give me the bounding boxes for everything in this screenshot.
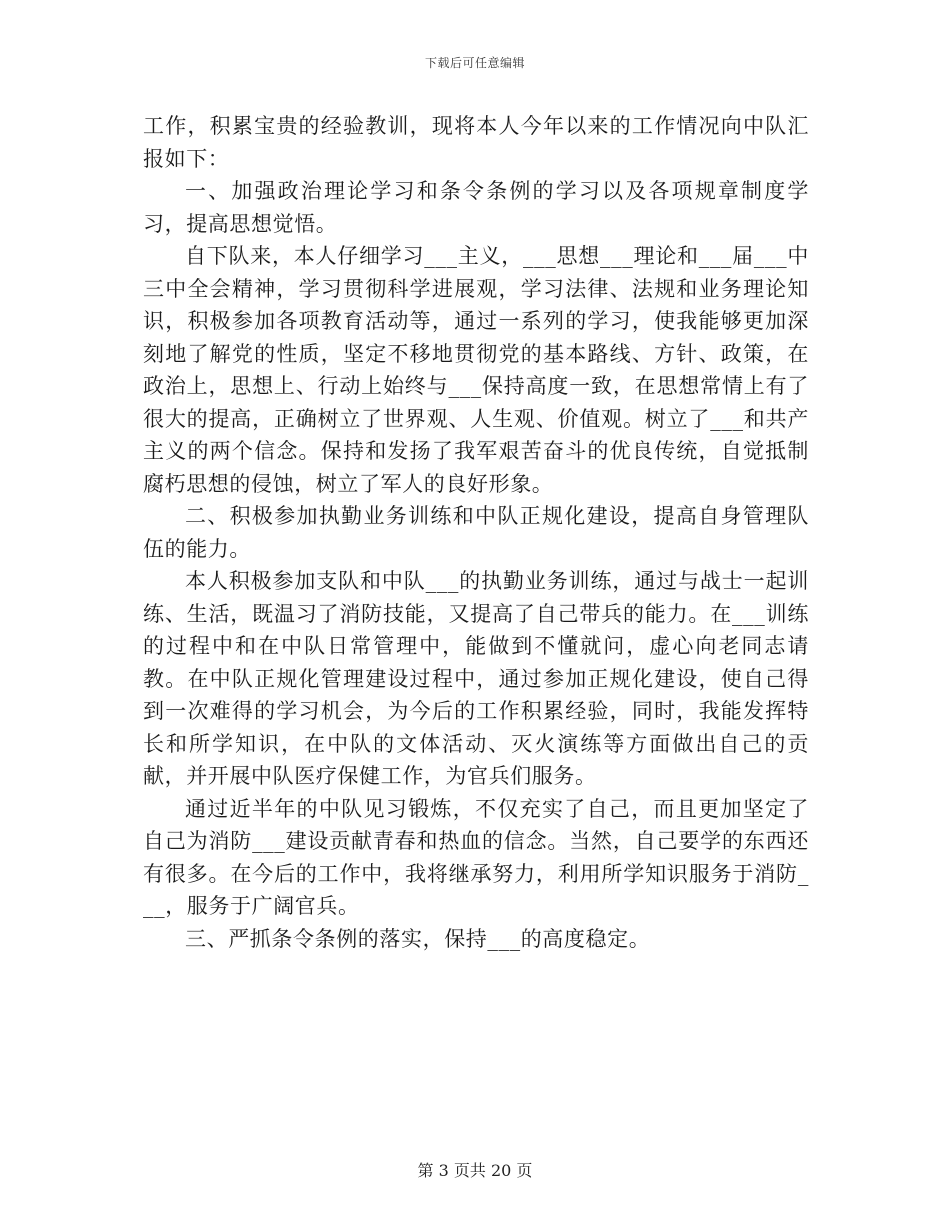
paragraph-3: 自下队来，本人仔细学习___主义，___思想___理论和___届___中三中全会精神，学习贯彻科学进展观，学习法律、法规和业务理论知识，积极参加各项教育活动等，通过一系列的学习，使我能够更加深刻地了解党的性质，坚定不移地贯彻党的基本路线、方针、政策，在政治上，思想上、行动上始终与___保持高度一致，在思想常情上有了很大的提高，正确树立了世界观、人生观、价值观。树立了___和共产主义的两个信念。保持和发扬了我军艰苦奋斗的优良传统，自觉抵制腐朽思想的侵蚀，树立了军人的良好形象。 — [143, 244, 809, 496]
paragraph-5: 本人积极参加支队和中队___的执勤业务训练，通过与战士一起训练、生活，既温习了消防技能，又提高了自己带兵的能力。在___训练的过程中和在中队日常管理中，能做到不懂就问，虚心向老同志请教。在中队正规化管理建设过程中，通过参加正规化建设，使自己得到一次难得的学习机会，为今后的工作积累经验，同时，我能发挥特长和所学知识，在中队的文体活动、灭火演练等方面做出自己的贡献，并开展中队医疗保健工作，为官兵们服务。 — [143, 569, 809, 788]
paragraph-7-heading: 三、严抓条令条例的落实，保持___的高度稳定。 — [185, 926, 651, 951]
paragraph-4-heading: 二、积极参加执勤业务训练和中队正规化建设，提高自身管理队伍的能力。 — [143, 504, 809, 561]
document-body — [143, 110, 809, 955]
paragraph-1: 工作，积累宝贵的经验教训，现将本人今年以来的工作情况向中队汇报如下： — [143, 114, 809, 171]
page-header-note: 下载后可任意编辑 — [424, 56, 525, 70]
page-number: 第 3 页共 20 页 — [417, 1161, 533, 1180]
paragraph-6: 通过近半年的中队见习锻炼，不仅充实了自己，而且更加坚定了自己为消防___建设贡献青春和热血的信念。当然，自己要学的东西还有很多。在今后的工作中，我将继承努力，利用所学知识服务于消防___，服务于广阔官兵。 — [143, 796, 809, 918]
paragraph-2-heading: 一、加强政治理论学习和条令条例的学习以及各项规章制度学习，提高思想觉悟。 — [143, 179, 809, 236]
